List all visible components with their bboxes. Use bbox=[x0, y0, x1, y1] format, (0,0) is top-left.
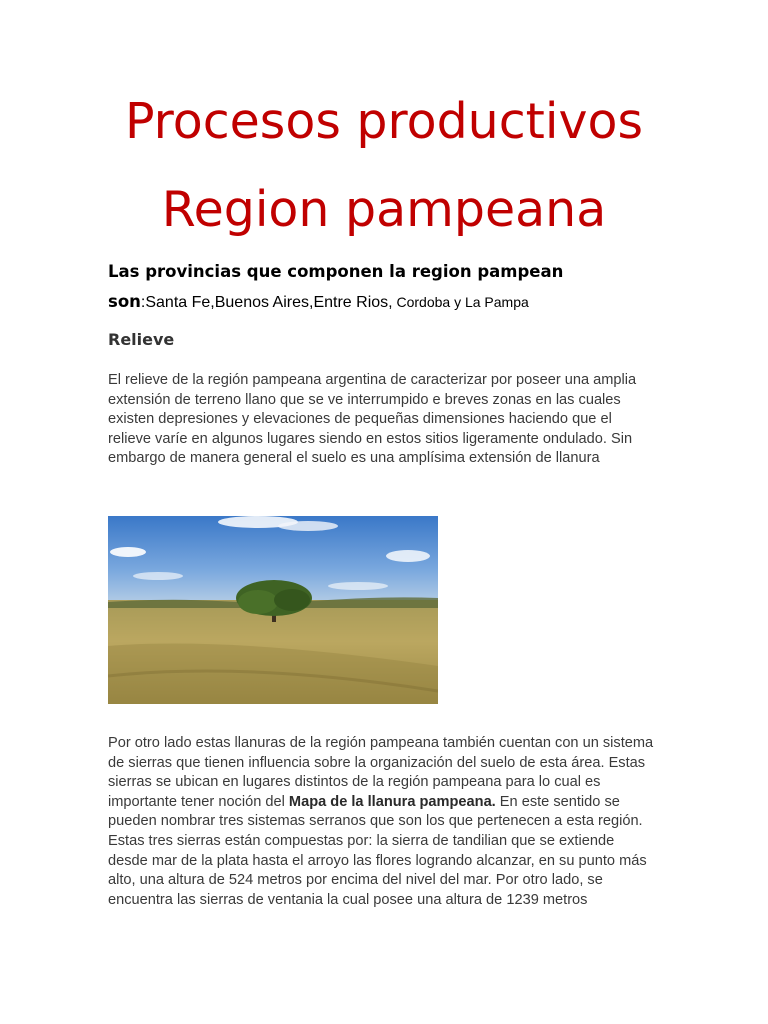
map-reference: Mapa de la llanura pampeana. bbox=[288, 793, 496, 810]
sierras-text-before: Por otro lado estas llanuras de la región pampeana también cuentan con un sistema de sierras que tienen influencia sobre la organización del suelo de esta área. Estas sierras se ubican en lugares distintos de la región pampeana para lo cual es importante tener noción del bbox=[108, 735, 654, 810]
provinces-list-small: Cordoba y La Pampa bbox=[392, 294, 529, 310]
provinces-list-main: :Santa Fe,Buenos Aires,Entre Rios, bbox=[140, 294, 393, 311]
provinces-heading: Las provincias que componen la region pampean bbox=[108, 262, 564, 281]
page-title-line-2: Region pampeana bbox=[161, 181, 607, 238]
provinces-list bbox=[108, 292, 529, 312]
pampa-landscape-photo bbox=[108, 516, 438, 704]
three-sierras-paragraph: Estas tres sierras están compuestas por: la sierra de tandilian que se extiende desde mar de la plata hasta el arroyo las flores logrando alcanzar, en su punto más alto, una altura de 524 metros por encima del nivel del mar. Por otro lado, se encuentra las sierras de ventania la cual posee una altura de 1239 metros bbox=[108, 832, 647, 908]
relieve-paragraph: El relieve de la región pampeana argentina de caracterizar por poseer una amplia extensión de terreno llano que se ve interrumpido e breves zonas en las cuales existen depresiones y elevaciones de pequeñas dimensiones haciendo que el relieve varíe en algunos lugares siendo en estos sitios ligeramente ondulado. Sin embargo de manera general el suelo es una amplísima extensión de llanura bbox=[108, 372, 637, 467]
relieve-heading: Relieve bbox=[108, 330, 175, 349]
sierras-paragraph bbox=[108, 734, 656, 910]
sierras-text-after: En este sentido se pueden nombrar tres sistemas serranos que son los que pertenecen a esta región. bbox=[108, 793, 643, 830]
provinces-lead: son bbox=[108, 292, 141, 311]
page-title-line-1: Procesos productivos bbox=[124, 93, 644, 150]
